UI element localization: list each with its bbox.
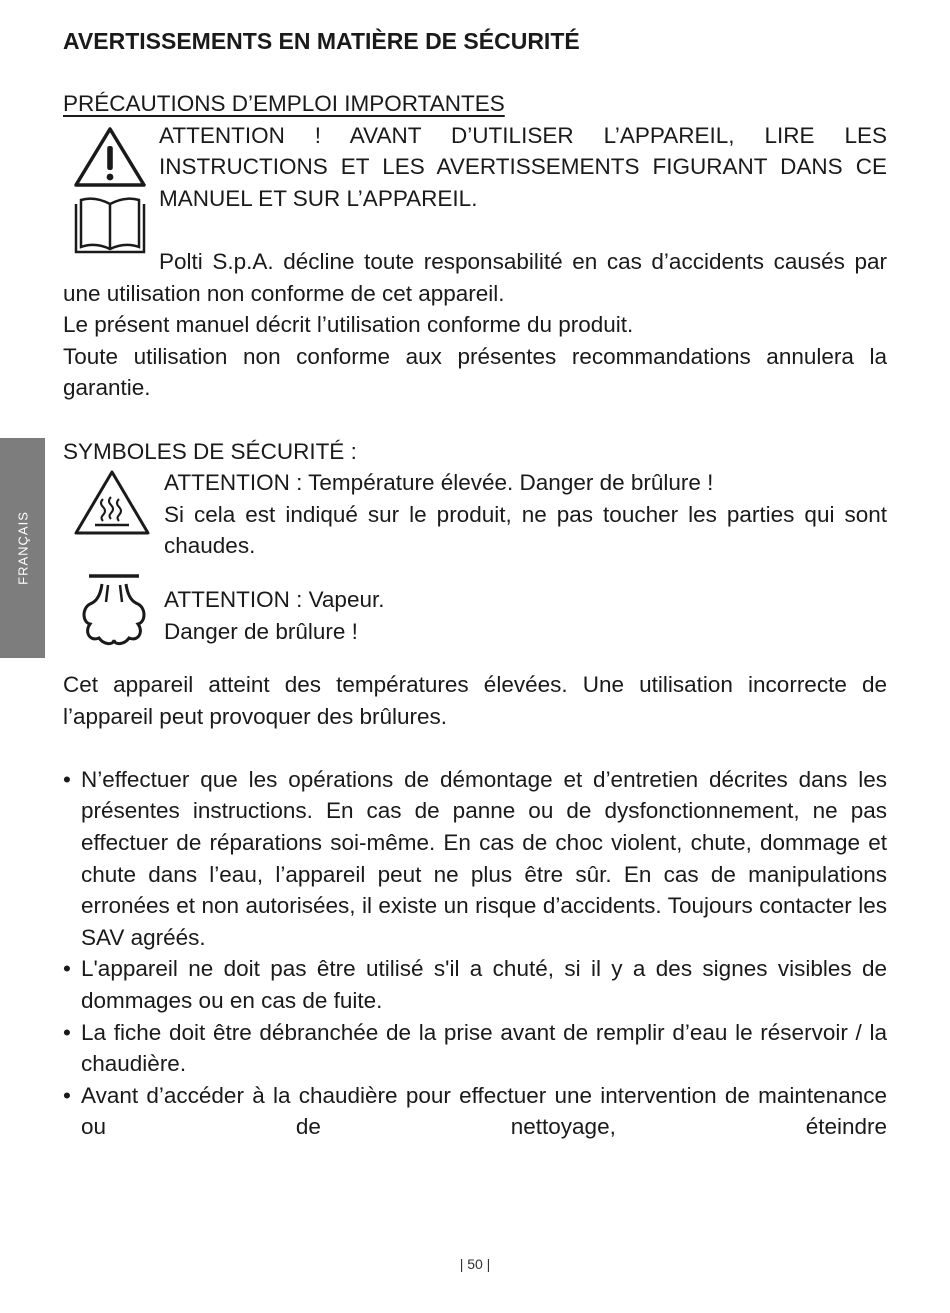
language-side-tab bbox=[0, 438, 45, 658]
manual-book-icon bbox=[73, 196, 147, 256]
language-label: FRANÇAIS bbox=[15, 511, 30, 585]
steam-line2: Danger de brûlure ! bbox=[164, 618, 358, 644]
manual-usage-text: Le présent manuel décrit l’utilisation conforme du produit. bbox=[63, 312, 634, 338]
hot-surface-icon bbox=[73, 469, 151, 537]
symbols-heading: SYMBOLES DE SÉCURITÉ : bbox=[63, 438, 357, 464]
page-number: | 50 | bbox=[459, 1256, 491, 1272]
bullet-item: • L'appareil ne doit pas être utilisé s'il a chuté, si il y a des signes visibles de dommages ou en cas de fuite. bbox=[63, 953, 887, 1016]
bullet-item: • Avant d’accéder à la chaudière pour effectuer une intervention de maintenance ou de nettoyage, éteindre bbox=[63, 1080, 887, 1143]
hot-surface-symbol-block bbox=[63, 467, 887, 562]
precautions-warning-block bbox=[63, 120, 887, 310]
warranty-text: Toute utilisation non conforme aux présentes recommandations annulera la garantie. bbox=[63, 343, 887, 401]
bullet-item: • La fiche doit être débranchée de la prise avant de remplir d’eau le réservoir / la chaudière. bbox=[63, 1017, 887, 1080]
warning-triangle-icon bbox=[73, 126, 147, 188]
steam-icon bbox=[81, 572, 147, 646]
steam-symbol-block bbox=[63, 584, 887, 647]
steam-line1: ATTENTION : Vapeur. bbox=[164, 586, 385, 612]
page-content bbox=[63, 24, 887, 1143]
safety-bullet-list bbox=[63, 764, 887, 1143]
polti-disclaimer-text: Polti S.p.A. décline toute responsabilité en cas d’accidents causés par une utilisation non conforme de cet appareil. bbox=[63, 248, 887, 306]
intro-text: Cet appareil atteint des températures élevées. Une utilisation incorrecte de l’appareil peut provoquer des brûlures. bbox=[63, 672, 887, 729]
page-title: AVERTISSEMENTS EN MATIÈRE DE SÉCURITÉ bbox=[63, 28, 580, 54]
precautions-heading: PRÉCAUTIONS D’EMPLOI IMPORTANTES bbox=[63, 91, 505, 116]
attention-text: ATTENTION ! AVANT D’UTILISER L’APPAREIL, LIRE LES INSTRUCTIONS ET LES AVERTISSEMENTS FIGURANT DANS CE MANUEL ET SUR L’APPAREIL. bbox=[159, 122, 887, 211]
bullet-item: • N’effectuer que les opérations de démontage et d’entretien décrites dans les présentes instructions. En cas de panne ou de dysfonctionnement, ne pas effectuer de réparations soi-même. En cas de choc violent, chute, dommage et chute dans l’eau, l’appareil peut ne plus être sûr. En cas de manipulations erronées et non autorisées, il existe un risque d’accidents. Toujours contacter les SAV agréés. bbox=[63, 764, 887, 954]
hot-surface-line1: ATTENTION : Température élevée. Danger de brûlure ! bbox=[164, 470, 714, 496]
hot-surface-line2: Si cela est indiqué sur le produit, ne pas toucher les parties qui sont chaudes. bbox=[164, 501, 887, 559]
